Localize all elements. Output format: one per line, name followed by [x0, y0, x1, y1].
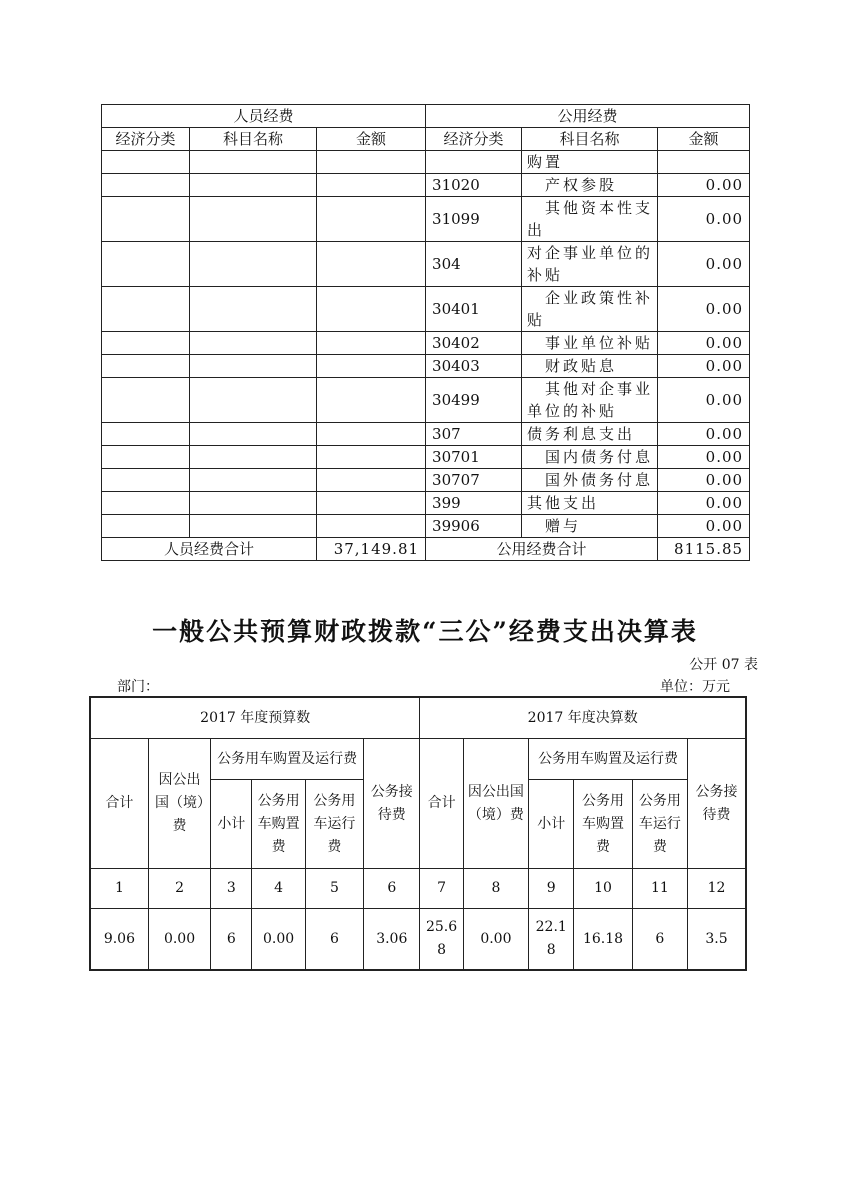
final-header: 2017 年度决算数 [420, 697, 746, 739]
subject-name: 产权参股 [522, 174, 658, 197]
col-header-subject-name: 科目名称 [190, 128, 317, 151]
index-cell: 9 [529, 869, 574, 909]
table-row [102, 332, 750, 355]
econ-code [426, 151, 522, 174]
index-row [90, 869, 746, 909]
column-header-row [102, 128, 750, 151]
value-cell: 0.00 [252, 909, 305, 971]
public-total-label: 公用经费合计 [426, 538, 658, 561]
value-cell: 3.06 [364, 909, 420, 971]
table-row [102, 174, 750, 197]
table-row [102, 242, 750, 287]
index-cell: 6 [364, 869, 420, 909]
col-header-vehicle-group: 公务用车购置及运行费 [529, 739, 688, 780]
form-number: 公开 07 表 [689, 657, 758, 673]
col-header-econ-class: 经济分类 [102, 128, 190, 151]
department-label: 部门： [117, 679, 159, 695]
index-cell: 7 [420, 869, 463, 909]
econ-code: 30401 [426, 287, 522, 332]
subject-name: 购置 [522, 151, 658, 174]
amount: 0.00 [658, 355, 750, 378]
value-cell: 25.68 [420, 909, 463, 971]
amount: 0.00 [658, 423, 750, 446]
amount: 0.00 [658, 492, 750, 515]
subject-name: 债务利息支出 [522, 423, 658, 446]
index-cell: 2 [148, 869, 210, 909]
index-cell: 1 [90, 869, 148, 909]
values-row [90, 909, 746, 971]
econ-code: 31099 [426, 197, 522, 242]
col-header-vehicle-operation: 公务用车运行费 [305, 780, 363, 869]
col-header-amount: 金额 [658, 128, 750, 151]
expense-table [101, 104, 750, 561]
amount: 0.00 [658, 287, 750, 332]
personnel-group-header: 人员经费 [102, 105, 426, 128]
subject-name: 国外债务付息 [522, 469, 658, 492]
col-header-abroad: 因公出国（境）费 [463, 739, 528, 869]
year-header-row [90, 697, 746, 739]
value-cell: 0.00 [463, 909, 528, 971]
econ-code: 307 [426, 423, 522, 446]
value-cell: 22.18 [529, 909, 574, 971]
personnel-total-label: 人员经费合计 [102, 538, 317, 561]
value-cell: 6 [632, 909, 687, 971]
public-group-header: 公用经费 [426, 105, 750, 128]
col-header-econ-class: 经济分类 [426, 128, 522, 151]
personnel-total-amount: 37,149.81 [317, 538, 426, 561]
col-header-reception: 公务接待费 [688, 739, 746, 869]
amount: 0.00 [658, 446, 750, 469]
totals-row [102, 538, 750, 561]
col-header-vehicle-group: 公务用车购置及运行费 [211, 739, 364, 780]
subject-name: 企业政策性补贴 [522, 287, 658, 332]
index-cell: 12 [688, 869, 746, 909]
amount: 0.00 [658, 197, 750, 242]
subject-name: 赠与 [522, 515, 658, 538]
subject-name: 国内债务付息 [522, 446, 658, 469]
index-cell: 11 [632, 869, 687, 909]
subject-name: 其他资本性支出 [522, 197, 658, 242]
econ-code: 30701 [426, 446, 522, 469]
col-header-subject-name: 科目名称 [522, 128, 658, 151]
subject-name: 财政贴息 [522, 355, 658, 378]
col-header-vehicle-purchase: 公务用车购置费 [574, 780, 632, 869]
value-cell: 6 [211, 909, 252, 971]
table-row [102, 287, 750, 332]
table-row [102, 469, 750, 492]
index-cell: 5 [305, 869, 363, 909]
subject-name: 其他对企事业单位的补贴 [522, 378, 658, 423]
index-cell: 3 [211, 869, 252, 909]
three-public-expense-table [89, 696, 747, 971]
amount: 0.00 [658, 469, 750, 492]
index-cell: 8 [463, 869, 528, 909]
econ-code: 30499 [426, 378, 522, 423]
table-row [102, 515, 750, 538]
category-header-row [90, 739, 746, 780]
amount [658, 151, 750, 174]
col-header-subtotal: 小计 [211, 780, 252, 869]
amount: 0.00 [658, 332, 750, 355]
econ-code: 30403 [426, 355, 522, 378]
value-cell: 16.18 [574, 909, 632, 971]
table-row [102, 492, 750, 515]
econ-code: 304 [426, 242, 522, 287]
index-cell: 4 [252, 869, 305, 909]
index-cell: 10 [574, 869, 632, 909]
table-row [102, 423, 750, 446]
col-header-vehicle-operation: 公务用车运行费 [632, 780, 687, 869]
econ-code: 31020 [426, 174, 522, 197]
table-row [102, 446, 750, 469]
col-header-reception: 公务接待费 [364, 739, 420, 869]
value-cell: 3.5 [688, 909, 746, 971]
subject-name: 其他支出 [522, 492, 658, 515]
table-row [102, 378, 750, 423]
subject-name: 对企事业单位的补贴 [522, 242, 658, 287]
value-cell: 6 [305, 909, 363, 971]
table-row [102, 151, 750, 174]
public-total-amount: 8115.85 [658, 538, 750, 561]
value-cell: 0.00 [148, 909, 210, 971]
col-header-total: 合计 [90, 739, 148, 869]
econ-code: 399 [426, 492, 522, 515]
col-header-abroad: 因公出国（境）费 [148, 739, 210, 869]
col-header-amount: 金额 [317, 128, 426, 151]
subject-name: 事业单位补贴 [522, 332, 658, 355]
amount: 0.00 [658, 378, 750, 423]
table-row [102, 355, 750, 378]
econ-code: 39906 [426, 515, 522, 538]
amount: 0.00 [658, 515, 750, 538]
value-cell: 9.06 [90, 909, 148, 971]
group-header-row [102, 105, 750, 128]
budget-header: 2017 年度预算数 [90, 697, 420, 739]
page-title: 一般公共预算财政拨款“三公”经费支出决算表 [152, 617, 698, 646]
econ-code: 30707 [426, 469, 522, 492]
col-header-subtotal: 小计 [529, 780, 574, 869]
econ-code: 30402 [426, 332, 522, 355]
amount: 0.00 [658, 174, 750, 197]
table-row [102, 197, 750, 242]
col-header-total: 合计 [420, 739, 463, 869]
unit-label: 单位：万元 [660, 679, 730, 695]
col-header-vehicle-purchase: 公务用车购置费 [252, 780, 305, 869]
amount: 0.00 [658, 242, 750, 287]
